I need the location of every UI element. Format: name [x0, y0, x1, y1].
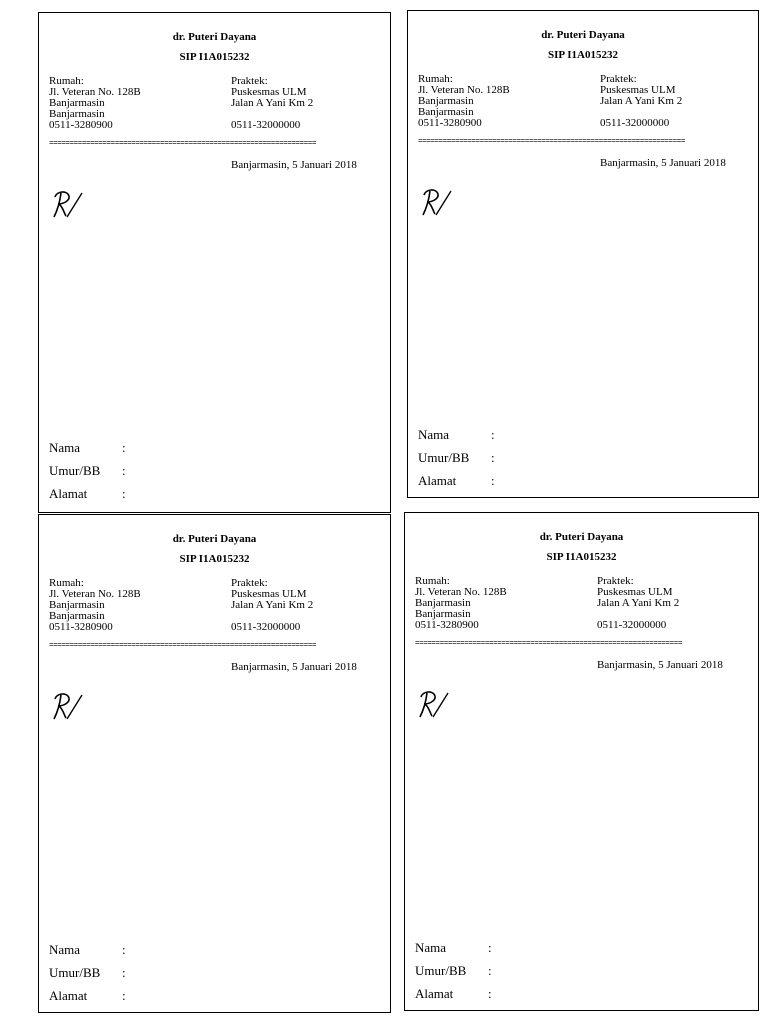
home-address-line1: Jl. Veteran No. 128B — [415, 586, 507, 598]
prescription-card-1 — [38, 12, 391, 513]
home-label: Rumah: — [49, 75, 84, 87]
patient-address-label: Alamat — [49, 486, 88, 501]
practice-label: Praktek: — [597, 575, 634, 587]
prescription-card-2 — [407, 10, 759, 498]
patient-age-label: Umur/BB — [418, 450, 470, 465]
prescription-date: Banjarmasin, 5 Januari 2018 — [231, 159, 357, 171]
home-address-line1: Jl. Veteran No. 128B — [418, 84, 510, 96]
practice-place: Puskesmas ULM — [231, 588, 307, 600]
patient-age-label: Umur/BB — [415, 963, 467, 978]
home-label: Rumah: — [418, 73, 453, 85]
prescription-date: Banjarmasin, 5 Januari 2018 — [597, 659, 723, 671]
rx-symbol-icon — [415, 685, 455, 725]
home-label: Rumah: — [49, 577, 84, 589]
practice-street: Jalan A Yani Km 2 — [600, 95, 683, 107]
prescription-date: Banjarmasin, 5 Januari 2018 — [231, 661, 357, 673]
colon: : — [122, 440, 126, 455]
practice-label: Praktek: — [231, 577, 268, 589]
separator-line: ================================================================= — [49, 140, 316, 148]
home-address-block — [415, 576, 507, 631]
colon: : — [122, 988, 126, 1003]
patient-age-label: Umur/BB — [49, 965, 101, 980]
colon: : — [491, 473, 495, 488]
home-address-line2: Banjarmasin — [49, 97, 105, 109]
practice-place: Puskesmas ULM — [231, 86, 307, 98]
home-address-line1: Jl. Veteran No. 128B — [49, 588, 141, 600]
practice-address-block — [600, 74, 682, 129]
rx-symbol-icon — [418, 183, 458, 223]
sip-number: SIP I1A015232 — [546, 551, 617, 563]
practice-label: Praktek: — [600, 73, 637, 85]
practice-address-block — [231, 76, 313, 131]
practice-phone: 0511-32000000 — [600, 117, 670, 129]
practice-label: Praktek: — [231, 75, 268, 87]
colon: : — [122, 942, 126, 957]
patient-info — [49, 938, 126, 1007]
home-address-block — [49, 578, 141, 633]
practice-street: Jalan A Yani Km 2 — [231, 97, 314, 109]
practice-street: Jalan A Yani Km 2 — [231, 599, 314, 611]
practice-street: Jalan A Yani Km 2 — [597, 597, 680, 609]
patient-age-label: Umur/BB — [49, 463, 101, 478]
colon: : — [122, 463, 126, 478]
home-address-line3: Banjarmasin — [49, 108, 105, 120]
patient-name-label: Nama — [415, 940, 447, 955]
patient-name-label: Nama — [49, 942, 81, 957]
home-address-line3: Banjarmasin — [418, 106, 474, 118]
prescription-card-4 — [404, 512, 759, 1011]
colon: : — [488, 963, 492, 978]
patient-address-label: Alamat — [49, 988, 88, 1003]
practice-place: Puskesmas ULM — [597, 586, 673, 598]
patient-address-label: Alamat — [415, 986, 454, 1001]
doctor-name: dr. Puteri Dayana — [172, 31, 257, 43]
home-phone: 0511-3280900 — [49, 621, 113, 633]
doctor-name: dr. Puteri Dayana — [172, 533, 257, 545]
home-phone: 0511-3280900 — [418, 117, 482, 129]
practice-phone: 0511-32000000 — [597, 619, 667, 631]
patient-info — [49, 436, 126, 505]
patient-info — [418, 423, 495, 492]
colon: : — [491, 450, 495, 465]
home-phone: 0511-3280900 — [415, 619, 479, 631]
colon: : — [491, 427, 495, 442]
home-address-line1: Jl. Veteran No. 128B — [49, 86, 141, 98]
home-phone: 0511-3280900 — [49, 119, 113, 131]
separator-line: ================================================================= — [418, 138, 685, 146]
prescription-card-3 — [38, 514, 391, 1013]
practice-address-block — [231, 578, 313, 633]
practice-phone: 0511-32000000 — [231, 621, 301, 633]
sip-number: SIP I1A015232 — [179, 51, 250, 63]
home-address-block — [49, 76, 141, 131]
practice-address-block — [597, 576, 679, 631]
colon: : — [488, 986, 492, 1001]
separator-line: ================================================================= — [415, 640, 682, 648]
home-address-line2: Banjarmasin — [415, 597, 471, 609]
home-address-line2: Banjarmasin — [418, 95, 474, 107]
separator-line: ================================================================= — [49, 642, 316, 650]
doctor-name: dr. Puteri Dayana — [539, 531, 624, 543]
practice-place: Puskesmas ULM — [600, 84, 676, 96]
home-address-line3: Banjarmasin — [49, 610, 105, 622]
doctor-name: dr. Puteri Dayana — [541, 29, 625, 41]
colon: : — [122, 486, 126, 501]
home-label: Rumah: — [415, 575, 450, 587]
home-address-block — [418, 74, 510, 129]
rx-symbol-icon — [49, 185, 89, 225]
home-address-line3: Banjarmasin — [415, 608, 471, 620]
patient-address-label: Alamat — [418, 473, 457, 488]
practice-phone: 0511-32000000 — [231, 119, 301, 131]
patient-name-label: Nama — [49, 440, 81, 455]
colon: : — [122, 965, 126, 980]
prescription-date: Banjarmasin, 5 Januari 2018 — [600, 157, 726, 169]
colon: : — [488, 940, 492, 955]
rx-symbol-icon — [49, 687, 89, 727]
patient-info — [415, 936, 492, 1005]
sip-number: SIP I1A015232 — [179, 553, 250, 565]
patient-name-label: Nama — [418, 427, 450, 442]
home-address-line2: Banjarmasin — [49, 599, 105, 611]
sip-number: SIP I1A015232 — [548, 49, 618, 61]
